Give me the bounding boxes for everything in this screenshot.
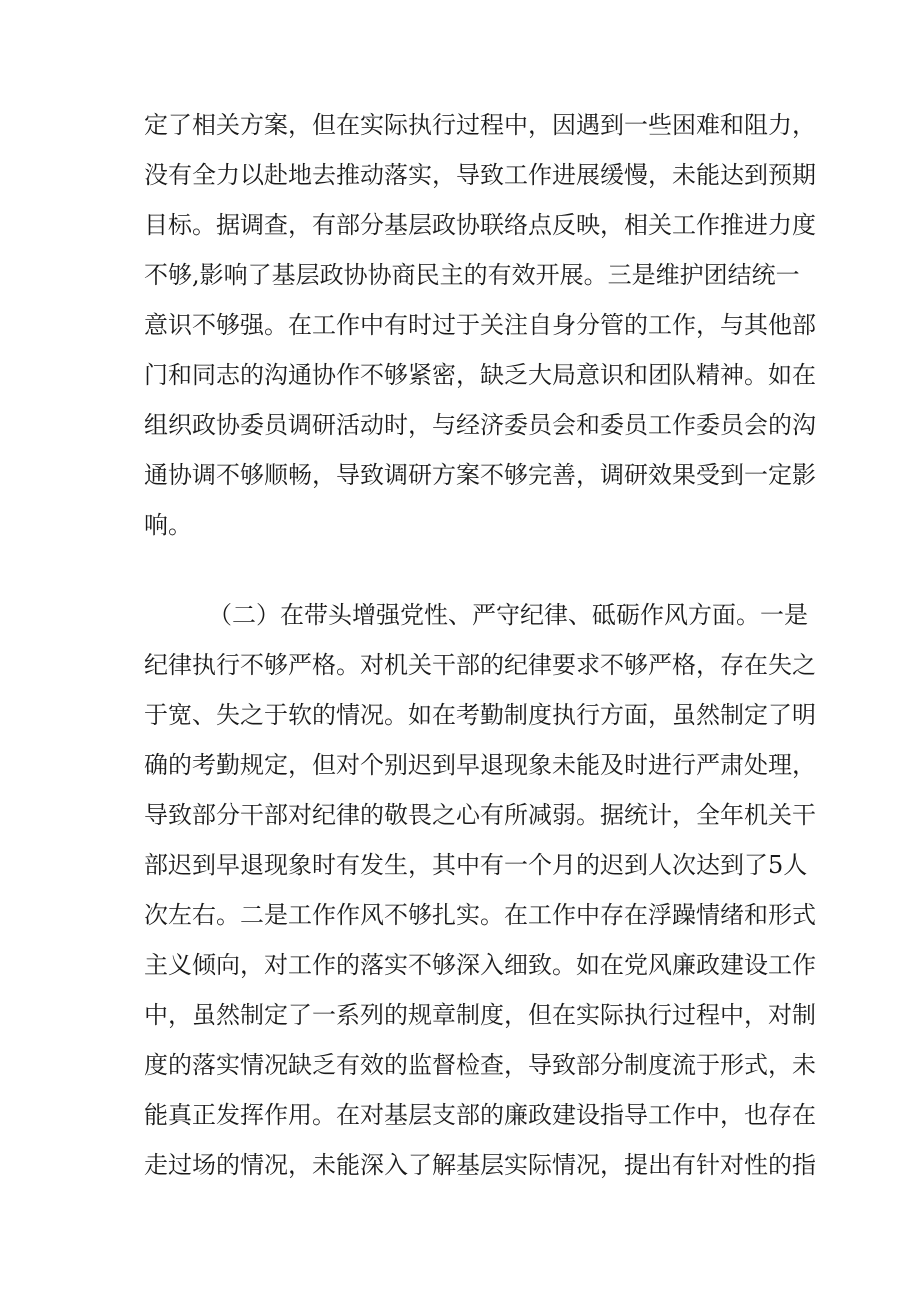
paragraph-line: 组织政协委员调研活动时，与经济委员会和委员工作委员会的沟 <box>144 411 816 439</box>
paragraph-line: 定了相关方案，但在实际执行过程中，因遇到一些困难和阻力， <box>144 111 816 139</box>
paragraph-line: 主义倾向，对工作的落实不够深入细致。如在党风廉政建设工作 <box>144 951 816 979</box>
section-heading-line: （二）在带头增强党性、严守纪律、砥砺作风方面。一是 <box>208 601 808 629</box>
paragraph-line: 意识不够强。在工作中有时过于关注自身分管的工作，与其他部 <box>144 311 816 339</box>
paragraph-line: 纪律执行不够严格。对机关干部的纪律要求不够严格，存在失之 <box>144 651 816 679</box>
paragraph-line: 不够,影响了基层政协协商民主的有效开展。三是维护团结统一 <box>144 261 800 289</box>
paragraph-line: 目标。据调查，有部分基层政协联络点反映，相关工作推进力度 <box>144 211 816 239</box>
paragraph-line: 响。 <box>144 511 192 539</box>
paragraph-line: 没有全力以赴地去推动落实，导致工作进展缓慢，未能达到预期 <box>144 161 816 189</box>
paragraph-line: 导致部分干部对纪律的敬畏之心有所减弱。据统计，全年机关干 <box>144 801 816 829</box>
paragraph-line: 度的落实情况缺乏有效的监督检查，导致部分制度流于形式，未 <box>144 1051 816 1079</box>
paragraph-line: 能真正发挥作用。在对基层支部的廉政建设指导工作中，也存在 <box>144 1101 816 1129</box>
paragraph-line: 于宽、失之于软的情况。如在考勤制度执行方面，虽然制定了明 <box>144 701 816 729</box>
paragraph-line: 通协调不够顺畅，导致调研方案不够完善，调研效果受到一定影 <box>144 461 816 489</box>
paragraph-line: 部迟到早退现象时有发生，其中有一个月的迟到人次达到了5人 <box>144 851 808 879</box>
paragraph-line: 门和同志的沟通协作不够紧密，缺乏大局意识和团队精神。如在 <box>144 361 816 389</box>
paragraph-line: 走过场的情况，未能深入了解基层实际情况，提出有针对性的指 <box>144 1151 816 1179</box>
paragraph-line: 次左右。二是工作作风不够扎实。在工作中存在浮躁情绪和形式 <box>144 901 816 929</box>
paragraph-line: 确的考勤规定，但对个别迟到早退现象未能及时进行严肃处理， <box>144 751 816 779</box>
paragraph-line: 中，虽然制定了一系列的规章制度，但在实际执行过程中，对制 <box>144 1001 816 1029</box>
